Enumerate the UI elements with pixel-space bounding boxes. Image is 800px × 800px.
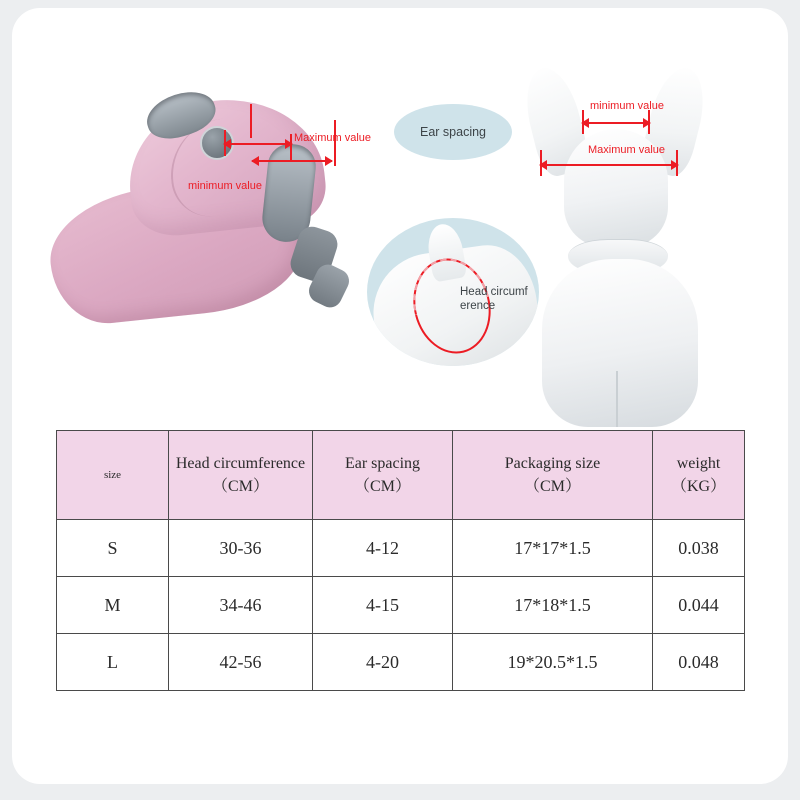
table-header-packaging-size-unit: （CM） bbox=[524, 478, 581, 495]
cell-size: M bbox=[57, 577, 169, 634]
dog-min-tick-left bbox=[582, 110, 584, 134]
table-header-packaging-size bbox=[453, 431, 653, 520]
dog-max-label: Maximum value bbox=[588, 144, 666, 156]
cell-head-circumference: 42-56 bbox=[169, 634, 313, 691]
pink-cap-illustration bbox=[50, 78, 350, 328]
table-header-ear-spacing bbox=[313, 431, 453, 520]
cap-max-arrow bbox=[252, 160, 332, 162]
cell-ear-spacing: 4-15 bbox=[313, 577, 453, 634]
dog-max-tick-right bbox=[676, 150, 678, 176]
cell-packaging-size: 17*17*1.5 bbox=[453, 520, 653, 577]
dog-min-tick-right bbox=[648, 110, 650, 134]
table-header-head-circumference bbox=[169, 431, 313, 520]
size-table-wrapper bbox=[56, 430, 744, 691]
ear-spacing-callout bbox=[394, 104, 512, 160]
cap-min-arrow bbox=[224, 143, 292, 145]
table-header-weight-unit: （KG） bbox=[670, 478, 727, 495]
cap-min-tick-right bbox=[290, 134, 292, 160]
table-header-ear-spacing-unit: （CM） bbox=[354, 478, 411, 495]
illustration-area bbox=[12, 8, 788, 428]
table-row bbox=[57, 520, 745, 577]
table-row bbox=[57, 634, 745, 691]
cell-ear-spacing: 4-20 bbox=[313, 634, 453, 691]
table-row bbox=[57, 577, 745, 634]
dog-max-arrow bbox=[540, 164, 678, 166]
dog-min-arrow bbox=[582, 122, 650, 124]
table-header-size-title: size bbox=[103, 468, 122, 481]
table-header-row bbox=[57, 431, 745, 520]
size-table bbox=[56, 430, 745, 691]
table-header-weight-title: weight bbox=[676, 455, 721, 472]
cell-weight: 0.044 bbox=[653, 577, 745, 634]
table-header-packaging-size-title: Packaging size bbox=[504, 455, 601, 472]
ear-spacing-callout-label: Ear spacing bbox=[419, 125, 486, 139]
table-header-size bbox=[57, 431, 169, 520]
cell-head-circumference: 30-36 bbox=[169, 520, 313, 577]
cap-min-tick-left bbox=[224, 130, 226, 156]
table-header-head-circumference-unit: （CM） bbox=[212, 478, 269, 495]
cell-weight: 0.048 bbox=[653, 634, 745, 691]
table-header-weight bbox=[653, 431, 745, 520]
cell-head-circumference: 34-46 bbox=[169, 577, 313, 634]
cap-max-label: Maximum value bbox=[294, 132, 372, 144]
dog-leg-divider bbox=[616, 371, 618, 427]
cap-min-label: minimum value bbox=[188, 180, 262, 192]
content-card bbox=[12, 8, 788, 784]
dog-body bbox=[542, 259, 698, 427]
head-circumference-label-line2: erence bbox=[460, 300, 496, 312]
dog-min-label: minimum value bbox=[590, 100, 664, 112]
cell-size: S bbox=[57, 520, 169, 577]
head-circumference-label-line1: Head circumf bbox=[460, 286, 528, 298]
cell-weight: 0.038 bbox=[653, 520, 745, 577]
cell-packaging-size: 19*20.5*1.5 bbox=[453, 634, 653, 691]
cell-ear-spacing: 4-12 bbox=[313, 520, 453, 577]
table-header-ear-spacing-title: Ear spacing bbox=[344, 455, 421, 472]
cap-max-tick-left bbox=[250, 104, 252, 138]
cell-packaging-size: 17*18*1.5 bbox=[453, 577, 653, 634]
cell-size: L bbox=[57, 634, 169, 691]
dog-max-tick-left bbox=[540, 150, 542, 176]
table-header-head-circumference-title: Head circumference bbox=[175, 455, 306, 472]
